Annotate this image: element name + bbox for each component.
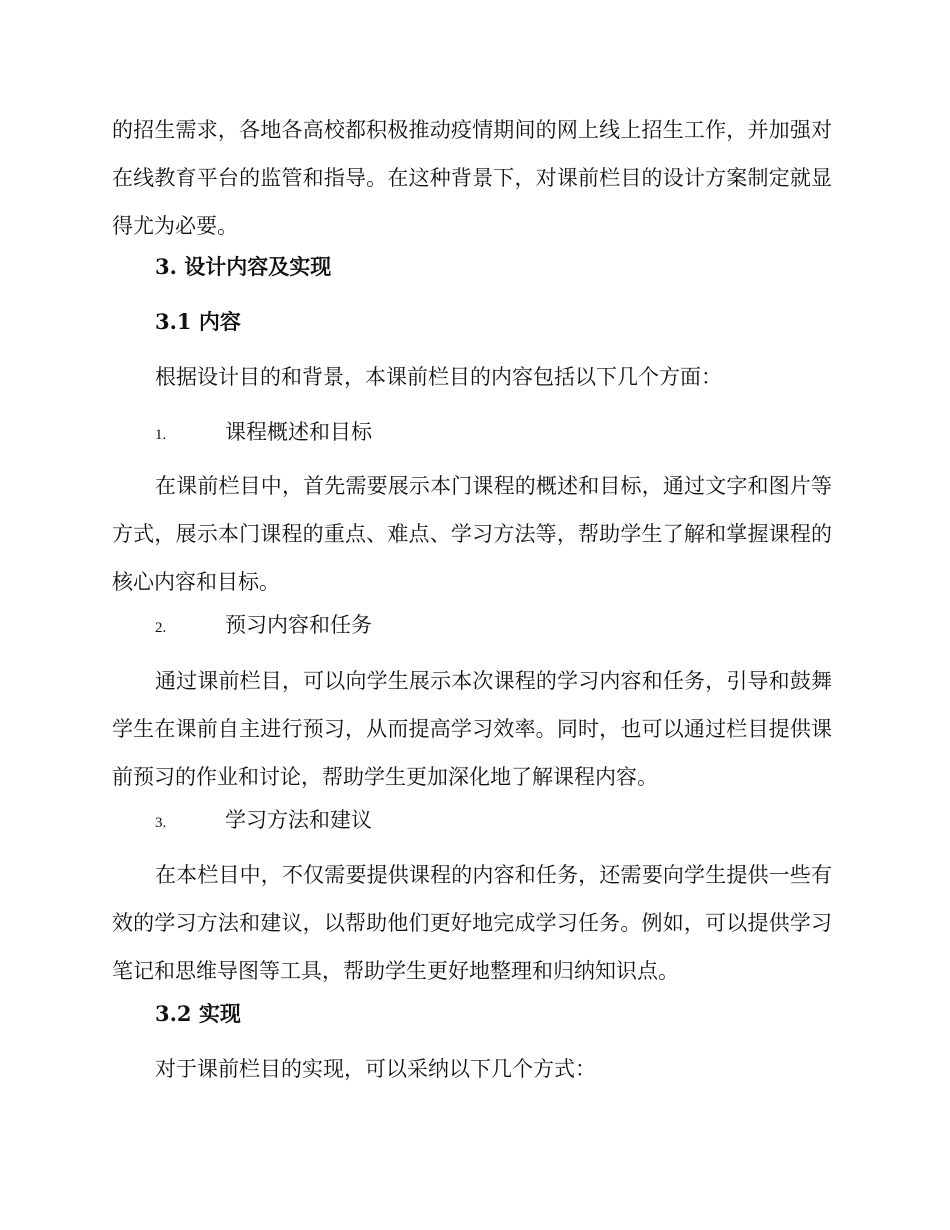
- list-number: 1.: [155, 427, 167, 443]
- paragraph-intro-continued: 的招生需求，各地各高校都积极推动疫情期间的网上线上招生工作，并加强对在线教育平台的监管和指导。在这种背景下，对课前栏目的设计方案制定就显得尤为必要。: [112, 118, 832, 238]
- heading-section-3-2: 3.2 实现: [155, 1001, 241, 1026]
- list-item-2: [155, 601, 835, 652]
- list-item-title: 学习方法和建议: [225, 808, 372, 832]
- list-item-title: 课程概述和目标: [225, 420, 372, 444]
- paragraph-item-3: 在本栏目中，不仅需要提供课程的内容和任务，还需要向学生提供一些有效的学习方法和建议，以帮助他们更好地完成学习任务。例如，可以提供学习笔记和思维导图等工具，帮助学生更好地整理和归纳知识点。: [112, 863, 832, 983]
- list-number: 3.: [155, 815, 167, 831]
- list-item-title: 预习内容和任务: [225, 613, 372, 637]
- heading-section-3: 3. 设计内容及实现: [155, 254, 332, 279]
- list-item-1: [155, 408, 835, 459]
- paragraph-content-intro: 根据设计目的和背景，本课前栏目的内容包括以下几个方面：: [155, 365, 722, 389]
- paragraph-item-2: 通过课前栏目，可以向学生展示本次课程的学习内容和任务，引导和鼓舞学生在课前自主进行预习，从而提高学习效率。同时，也可以通过栏目提供课前预习的作业和讨论，帮助学生更加深化地了解课程内容。: [112, 669, 832, 789]
- heading-section-3-1: 3.1 内容: [155, 309, 241, 334]
- list-number: 2.: [155, 620, 167, 636]
- list-item-3: [155, 796, 835, 847]
- paragraph-item-1: 在课前栏目中，首先需要展示本门课程的概述和目标，通过文字和图片等方式，展示本门课程的重点、难点、学习方法等，帮助学生了解和掌握课程的核心内容和目标。: [112, 474, 832, 594]
- paragraph-implementation-intro: 对于课前栏目的实现，可以采纳以下几个方式：: [155, 1057, 596, 1081]
